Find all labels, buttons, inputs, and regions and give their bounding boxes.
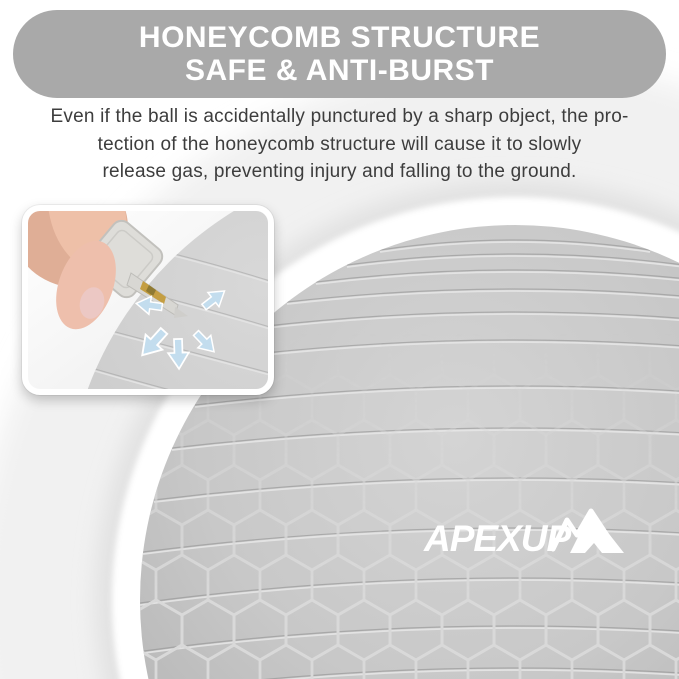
puncture-closeup: [28, 211, 268, 389]
header-title-line2: SAFE & ANTI-BURST: [184, 54, 495, 87]
header-banner: [13, 10, 666, 98]
description-line: Even if the ball is accidentally punctured by a sharp object, the pro-: [50, 106, 629, 127]
description-line: release gas, preventing injury and falling to the ground.: [102, 161, 577, 182]
description-line: tection of the honeycomb structure will cause it to slowly: [97, 133, 582, 155]
inset-closeup-card: [22, 205, 274, 395]
header-title-line1: HONEYCOMB STRUCTURE: [138, 21, 541, 54]
description-text: [0, 103, 679, 186]
brand-wordmark: APEXUP: [424, 518, 571, 559]
